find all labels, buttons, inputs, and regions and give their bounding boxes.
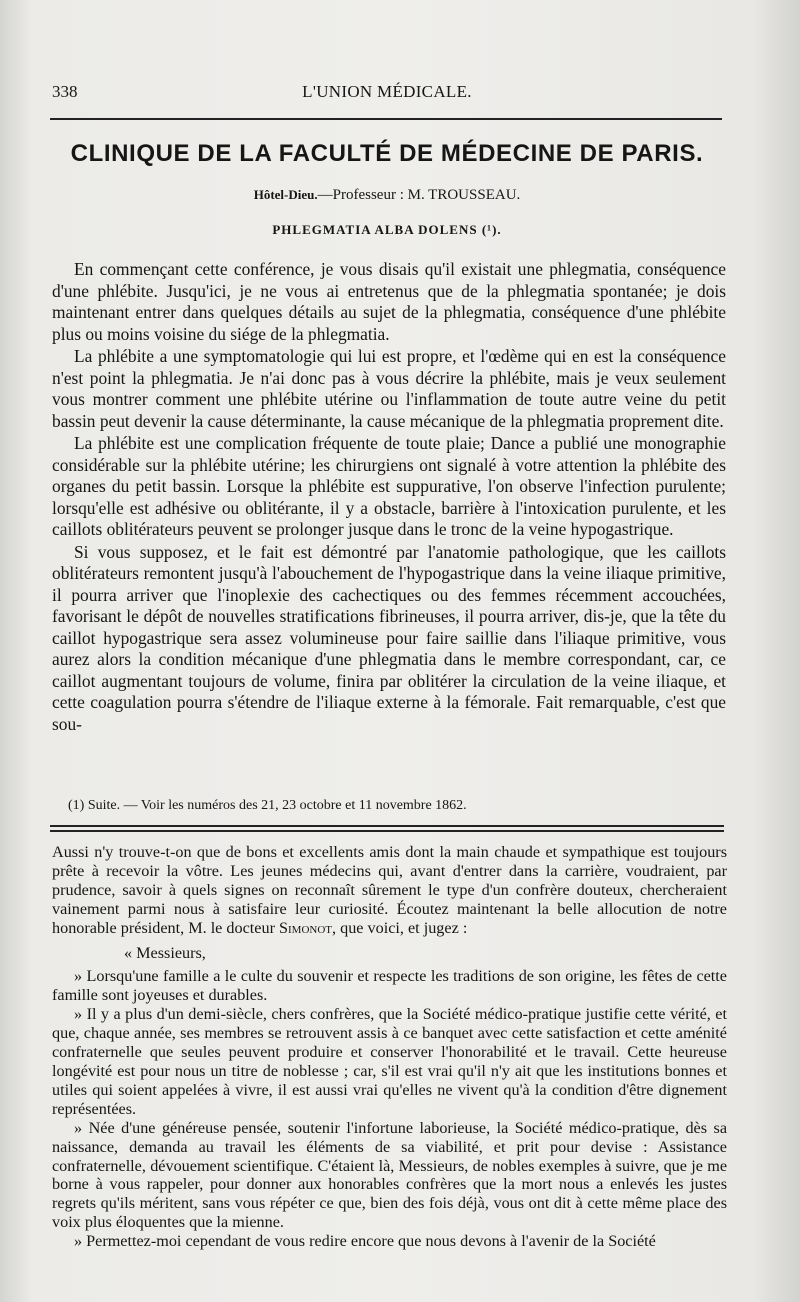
article-paragraph: Si vous supposez, et le fait est démontré par l'anatomie pathologique, que les caillots oblitérateurs remontent jusqu'à l'abouchement de l'hypogastrique dans la veine iliaque primitive, il pourra arriver que l'inoplexie des cachectiques ou des femmes récemment accouchées, favorisant le dépôt de nouvelles stratifications fibrineuses, il pourra arriver, dis-je, que la tête du caillot hypogastrique sera assez volumineuse pour faire saillie dans l'iliaque primitive, vous aurez alors la condition mécanique d'une phlegmatia dans le membre correspondant, car, ce caillot augmentant toujours de volume, finira par oblitérer la circulation de la veine iliaque, et cette coagulation pourra s'étendre de l'iliaque externe à la fémorale. Fait remarquable, c'est que sou-: [52, 541, 726, 734]
feuilleton-rule-bottom: [50, 830, 724, 832]
page-number: 338: [52, 82, 78, 101]
feuilleton-rule-top: [50, 825, 724, 827]
speech-greeting: « Messieurs,: [124, 943, 206, 962]
article-paragraph: La phlébite a une symptomatologie qui lui est propre, et l'œdème qui en est la conséquence n'est point la phlegmatia. Je n'ai donc pas à vous décrire la phlébite, mais je veux seulement vous montrer comment une phlébite utérine ou l'inflammation de toute autre veine du petit bassin peut devenir la cause déterminante, la cause mécanique de la phlegmatia proprement dite.: [52, 346, 726, 431]
feuilleton-text: , que voici, et jugez :: [332, 918, 468, 937]
header-rule: [50, 118, 722, 120]
byline-professor: —Professeur : M. TROUSSEAU.: [317, 187, 521, 203]
article-body: [52, 259, 726, 736]
feuilleton-body: [52, 843, 727, 1251]
section-title: CLINIQUE DE LA FACULTÉ DE MÉDECINE DE PARIS.: [70, 140, 704, 167]
feuilleton-paragraph: [52, 843, 727, 938]
article-paragraph: La phlébite est une complication fréquente de toute plaie; Dance a publié une monographie considérable sur la phlébite utérine; les chirurgiens ont signalé à votre attention la phlébite des organes du petit bassin. Lorsque la phlébite est suppurative, l'on observe l'infection purulente; lorsqu'elle est adhésive ou oblitérante, il y a obstacle, barrière à l'intoxication purulente, et les caillots oblitérateurs peuvent se prolonger jusque dans le tronc de la veine hypogastrique.: [52, 433, 726, 539]
footnote: (1) Suite. — Voir les numéros des 21, 23 octobre et 11 novembre 1862.: [68, 798, 467, 813]
speech-paragraph: » Il y a plus d'un demi-siècle, chers confrères, que la Société médico-pratique justifie cette vérité, et que, chaque année, ses membres se retrouvent assis à ce banquet avec cette satisfaction et cette aménité confraternelle que seules peuvent produire et conserver l'honorabilité et le travail. Cette heureuse longévité est pour nous un titre de noblesse ; car, s'il est vrai qu'il n'y ait que les institutions bonnes et utiles qui soient appelées à vivre, il est aussi vrai qu'elles ne vivent qu'à la condition d'être dignement représentées.: [52, 1005, 727, 1118]
byline: [52, 187, 722, 204]
speech-paragraph: » Née d'une généreuse pensée, soutenir l'infortune laborieuse, la Société médico-pratique, dès sa naissance, demanda au travail les éléments de sa viabilité, et prit pour devise : Assistance confraternelle, dévouement scientifique. C'étaient là, Messieurs, de nobles exemples à suivre, que je me borne à vous rappeler, pour donner aux honorables confrères que la mort nous a enlevés les justes regrets qu'ils méritent, sans vous répéter ce que, bien des fois déjà, vous ont dit à cette même place des voix plus éloquentes que la mienne.: [52, 1118, 727, 1232]
feuilleton-text: Aussi n'y trouve-t-on que de bons et excellents amis dont la main chaude et sympathique est toujours prête à recevoir la vôtre. Les jeunes médecins qui, avant d'entrer dans la carrière, voudraient, par prudence, savoir à quels signes on reconnaît sûrement le type d'un confrère douteux, chercheraient vainement parmi nous à satisfaire leur curiosité. Écoutez maintenant la belle allocution de notre honorable président, M. le docteur: [52, 843, 727, 937]
byline-location: Hôtel-Dieu.: [253, 187, 318, 202]
article-subtitle: PHLEGMATIA ALBA DOLENS (¹).: [272, 222, 502, 237]
journal-title: L'UNION MÉDICALE.: [302, 82, 472, 101]
article-paragraph: En commençant cette conférence, je vous disais qu'il existait une phlegmatia, conséquence d'une phlébite. Jusqu'ici, je ne vous ai entretenus que de la phlegmatia spontanée; je dois maintenant entrer dans quelques détails au sujet de la phlegmatia, conséquence d'une phlébite plus ou moins voisine du siége de la phlegmatia.: [52, 259, 726, 344]
speech-paragraph: » Permettez-moi cependant de vous redire encore que nous devons à l'avenir de la Société: [74, 1232, 656, 1251]
page-header: [52, 82, 722, 108]
president-name: Simonot: [279, 918, 333, 937]
speech-paragraph: » Lorsqu'une famille a le culte du souvenir et respecte les traditions de son origine, les fêtes de cette famille sont joyeuses et durables.: [52, 967, 727, 1005]
